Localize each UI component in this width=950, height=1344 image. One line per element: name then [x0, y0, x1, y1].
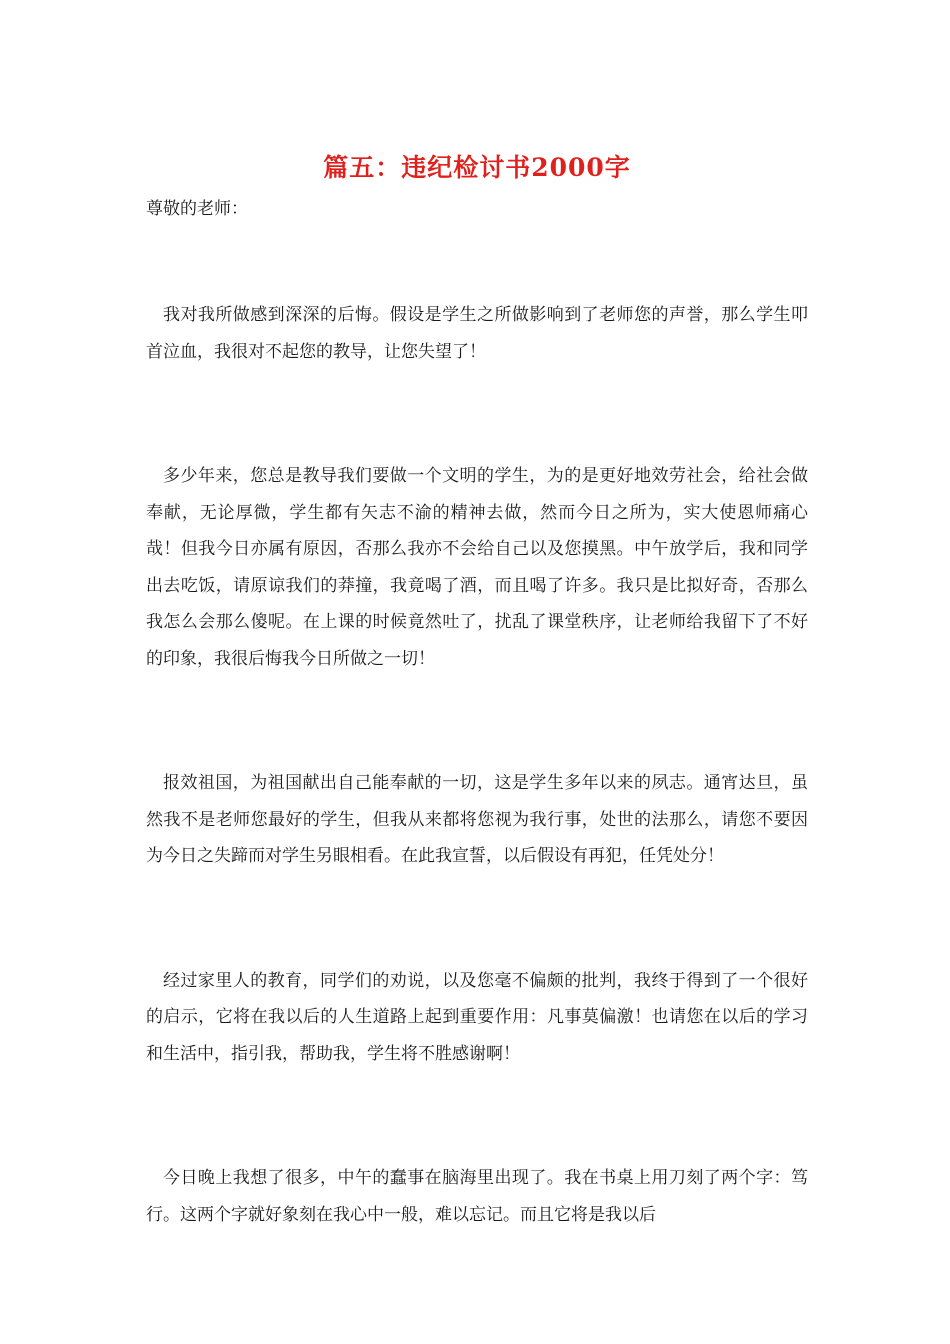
paragraph-4: 经过家里人的教育，同学们的劝说，以及您毫不偏颇的批判，我终于得到了一个很好的启示，它将在我以后的人生道路上起到重要作用：凡事莫偏激！也请您在以后的学习和生活中，指引我，帮助我，学生将不胜感谢啊！	[146, 970, 808, 1064]
paragraph-5: 今日晚上我想了很多，中午的蠢事在脑海里出现了。我在书桌上用刀刻了两个字：笃行。这两个字就好象刻在我心中一般，难以忘记。而且它将是我以后	[146, 1168, 808, 1225]
paragraph-2: 多少年来，您总是教导我们要做一个文明的学生，为的是更好地效劳社会，给社会做奉献，无论厚微，学生都有矢志不渝的精神去做，然而今日之所为，实大使恩师痛心哉！但我今日亦属有原因，否那么我亦不会给自己以及您摸黑。中午放学后，我和同学出去吃饭，请原谅我们的莽撞，我竟喝了酒，而且喝了许多。我只是比拟好奇，否那么我怎么会那么傻呢。在上课的时候竟然吐了，扰乱了课堂秩序，让老师给我留下了不好的印象，我很后悔我今日所做之一切！	[146, 466, 808, 669]
salutation: 尊敬的老师：	[146, 199, 248, 219]
document-title: 篇五：违纪检讨书2000字	[323, 153, 631, 182]
paragraph-1: 我对我所做感到深深的后悔。假设是学生之所做影响到了老师您的声誉，那么学生叩首泣血，我很对不起您的教导，让您失望了！	[146, 305, 808, 362]
paragraph-3: 报效祖国，为祖国献出自己能奉献的一切，这是学生多年以来的夙志。通宵达旦，虽然我不是老师您最好的学生，但我从来都将您视为我行事，处世的法那么，请您不要因为今日之失蹄而对学生另眼相看。在此我宣誓，以后假设有再犯，任凭处分！	[146, 773, 808, 866]
document-body	[146, 150, 808, 1233]
